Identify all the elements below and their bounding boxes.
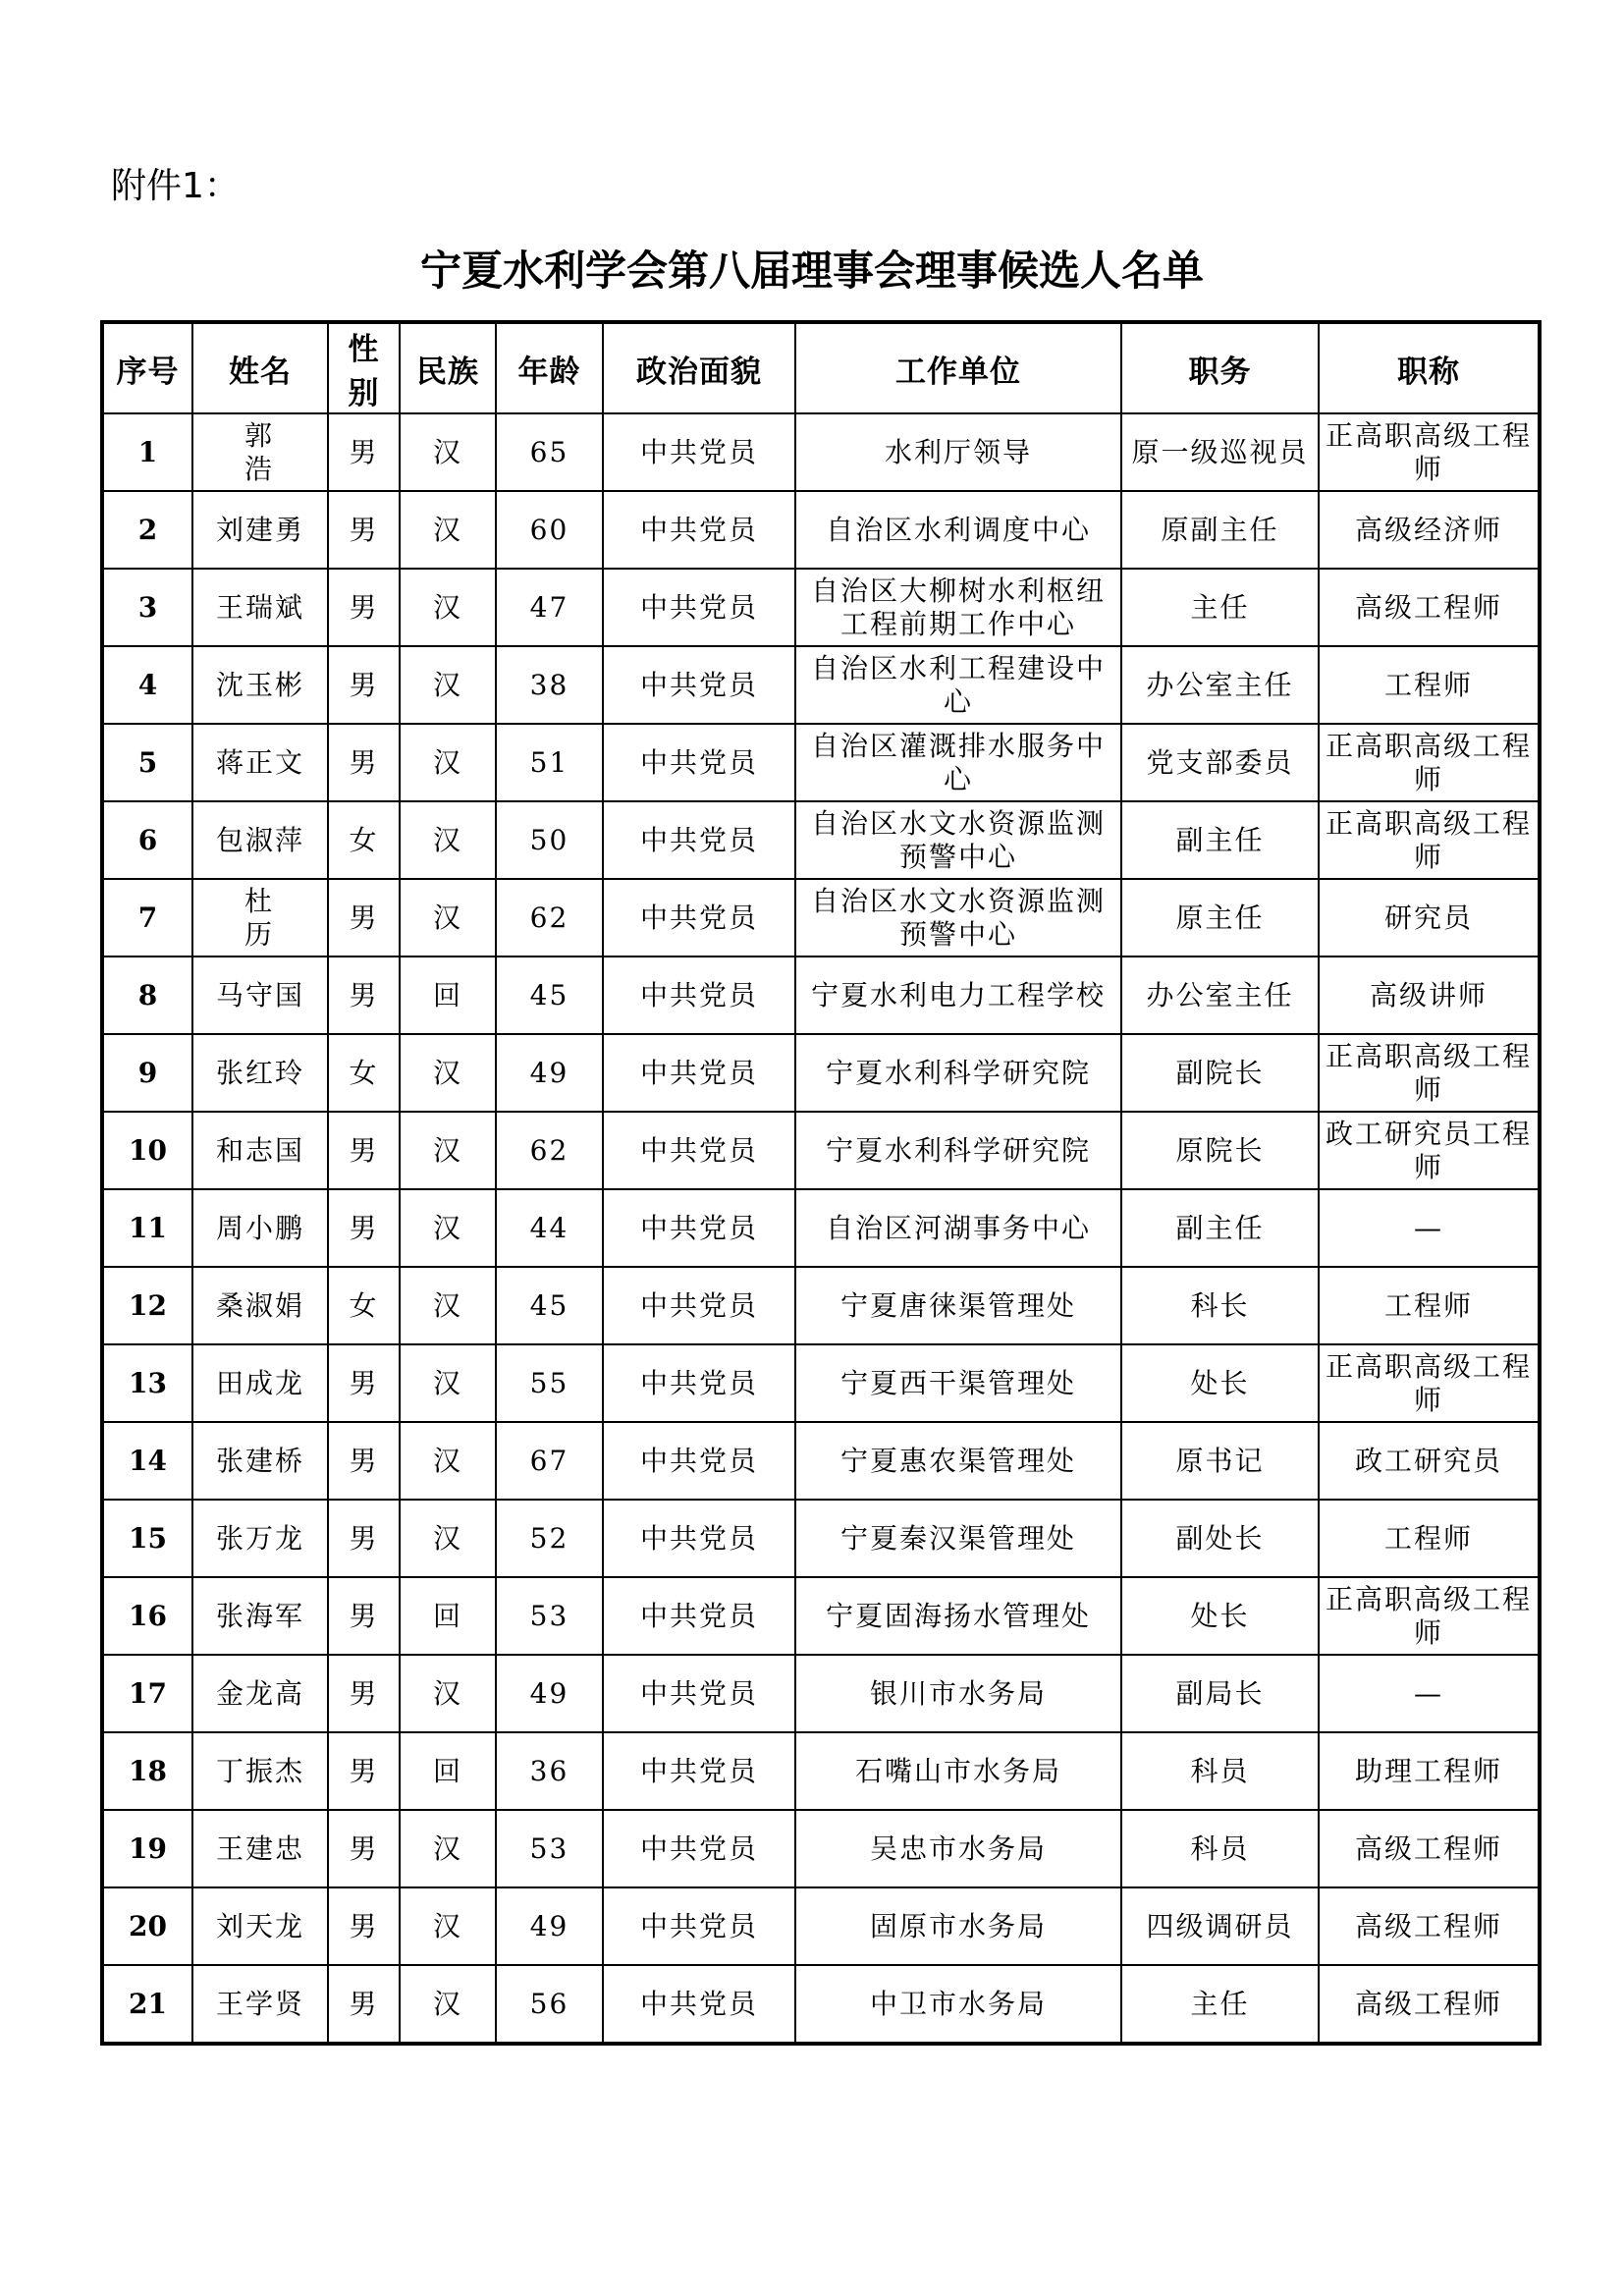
cell-gender: 男 bbox=[328, 1112, 400, 1189]
cell-title: 高级经济师 bbox=[1319, 491, 1540, 569]
cell-position: 办公室主任 bbox=[1121, 646, 1319, 724]
cell-position: 主任 bbox=[1121, 1965, 1319, 2044]
cell-age: 36 bbox=[496, 1732, 603, 1810]
cell-position: 办公室主任 bbox=[1121, 957, 1319, 1034]
header-cell-work-unit: 工作单位 bbox=[795, 322, 1121, 413]
cell-name: 杜历 bbox=[192, 879, 328, 957]
cell-ethnicity: 回 bbox=[400, 1732, 496, 1810]
cell-no: 4 bbox=[102, 646, 192, 724]
cell-work-unit: 宁夏惠农渠管理处 bbox=[795, 1422, 1121, 1500]
cell-age: 45 bbox=[496, 957, 603, 1034]
cell-no: 2 bbox=[102, 491, 192, 569]
cell-political-status: 中共党员 bbox=[603, 1577, 795, 1655]
cell-title: 正高职高级工程师 bbox=[1319, 1577, 1540, 1655]
cell-work-unit: 水利厅领导 bbox=[795, 413, 1121, 491]
cell-work-unit: 吴忠市水务局 bbox=[795, 1810, 1121, 1887]
cell-age: 60 bbox=[496, 491, 603, 569]
cell-work-unit: 宁夏唐徕渠管理处 bbox=[795, 1267, 1121, 1344]
cell-gender: 男 bbox=[328, 1189, 400, 1267]
cell-no: 21 bbox=[102, 1965, 192, 2044]
table-row bbox=[102, 1577, 1540, 1655]
table-row bbox=[102, 569, 1540, 646]
table-body bbox=[102, 413, 1540, 2044]
cell-name: 王建忠 bbox=[192, 1810, 328, 1887]
table-row bbox=[102, 1267, 1540, 1344]
cell-ethnicity: 汉 bbox=[400, 1810, 496, 1887]
cell-position: 副处长 bbox=[1121, 1500, 1319, 1577]
cell-title: 正高职高级工程师 bbox=[1319, 801, 1540, 879]
cell-gender: 女 bbox=[328, 1267, 400, 1344]
cell-gender: 男 bbox=[328, 1500, 400, 1577]
cell-ethnicity: 汉 bbox=[400, 1189, 496, 1267]
cell-title: — bbox=[1319, 1655, 1540, 1732]
cell-title: 正高职高级工程师 bbox=[1319, 413, 1540, 491]
cell-ethnicity: 汉 bbox=[400, 1655, 496, 1732]
cell-ethnicity: 汉 bbox=[400, 801, 496, 879]
cell-work-unit: 银川市水务局 bbox=[795, 1655, 1121, 1732]
cell-age: 49 bbox=[496, 1034, 603, 1112]
cell-position: 原一级巡视员 bbox=[1121, 413, 1319, 491]
cell-age: 44 bbox=[496, 1189, 603, 1267]
cell-name: 马守国 bbox=[192, 957, 328, 1034]
cell-gender: 男 bbox=[328, 569, 400, 646]
table-row bbox=[102, 491, 1540, 569]
cell-title: 正高职高级工程师 bbox=[1319, 724, 1540, 801]
cell-ethnicity: 汉 bbox=[400, 879, 496, 957]
cell-no: 19 bbox=[102, 1810, 192, 1887]
cell-age: 45 bbox=[496, 1267, 603, 1344]
cell-political-status: 中共党员 bbox=[603, 1655, 795, 1732]
cell-name: 蒋正文 bbox=[192, 724, 328, 801]
cell-position: 原副主任 bbox=[1121, 491, 1319, 569]
cell-position: 处长 bbox=[1121, 1577, 1319, 1655]
cell-title: 正高职高级工程师 bbox=[1319, 1344, 1540, 1422]
cell-no: 5 bbox=[102, 724, 192, 801]
cell-name: 丁振杰 bbox=[192, 1732, 328, 1810]
cell-ethnicity: 汉 bbox=[400, 491, 496, 569]
table-row bbox=[102, 1034, 1540, 1112]
table-row bbox=[102, 1422, 1540, 1500]
cell-no: 7 bbox=[102, 879, 192, 957]
cell-no: 9 bbox=[102, 1034, 192, 1112]
cell-no: 10 bbox=[102, 1112, 192, 1189]
cell-title: 政工研究员 bbox=[1319, 1422, 1540, 1500]
table-header bbox=[102, 322, 1540, 413]
table-row bbox=[102, 1344, 1540, 1422]
header-row bbox=[102, 322, 1540, 413]
cell-work-unit: 自治区河湖事务中心 bbox=[795, 1189, 1121, 1267]
cell-position: 主任 bbox=[1121, 569, 1319, 646]
cell-position: 副主任 bbox=[1121, 801, 1319, 879]
header-cell-no: 序号 bbox=[102, 322, 192, 413]
header-cell-gender: 性别 bbox=[328, 322, 400, 413]
table-row bbox=[102, 879, 1540, 957]
cell-work-unit: 自治区灌溉排水服务中心 bbox=[795, 724, 1121, 801]
cell-gender: 男 bbox=[328, 413, 400, 491]
table-row bbox=[102, 1112, 1540, 1189]
cell-work-unit: 宁夏水利科学研究院 bbox=[795, 1112, 1121, 1189]
header-cell-political-status: 政治面貌 bbox=[603, 322, 795, 413]
cell-age: 47 bbox=[496, 569, 603, 646]
cell-gender: 男 bbox=[328, 646, 400, 724]
header-cell-position: 职务 bbox=[1121, 322, 1319, 413]
cell-no: 12 bbox=[102, 1267, 192, 1344]
cell-no: 15 bbox=[102, 1500, 192, 1577]
cell-work-unit: 固原市水务局 bbox=[795, 1887, 1121, 1965]
cell-political-status: 中共党员 bbox=[603, 1344, 795, 1422]
cell-political-status: 中共党员 bbox=[603, 1422, 795, 1500]
cell-ethnicity: 汉 bbox=[400, 1500, 496, 1577]
cell-position: 副院长 bbox=[1121, 1034, 1319, 1112]
cell-gender: 男 bbox=[328, 957, 400, 1034]
cell-title: 研究员 bbox=[1319, 879, 1540, 957]
cell-political-status: 中共党员 bbox=[603, 957, 795, 1034]
cell-work-unit: 宁夏固海扬水管理处 bbox=[795, 1577, 1121, 1655]
cell-age: 62 bbox=[496, 1112, 603, 1189]
cell-political-status: 中共党员 bbox=[603, 879, 795, 957]
cell-no: 11 bbox=[102, 1189, 192, 1267]
cell-title: 政工研究员工程师 bbox=[1319, 1112, 1540, 1189]
attachment-label: 附件1： bbox=[111, 166, 240, 206]
cell-position: 处长 bbox=[1121, 1344, 1319, 1422]
cell-work-unit: 自治区水文水资源监测预警中心 bbox=[795, 801, 1121, 879]
cell-ethnicity: 汉 bbox=[400, 1034, 496, 1112]
cell-ethnicity: 汉 bbox=[400, 1887, 496, 1965]
document-title: 宁夏水利学会第八届理事会理事候选人名单 bbox=[419, 246, 1204, 295]
cell-political-status: 中共党员 bbox=[603, 1189, 795, 1267]
cell-political-status: 中共党员 bbox=[603, 1500, 795, 1577]
cell-title: 助理工程师 bbox=[1319, 1732, 1540, 1810]
table-row bbox=[102, 1810, 1540, 1887]
cell-work-unit: 宁夏水利科学研究院 bbox=[795, 1034, 1121, 1112]
cell-title: 高级工程师 bbox=[1319, 1965, 1540, 2044]
cell-ethnicity: 汉 bbox=[400, 1112, 496, 1189]
header-cell-name: 姓名 bbox=[192, 322, 328, 413]
cell-name: 周小鹏 bbox=[192, 1189, 328, 1267]
cell-no: 13 bbox=[102, 1344, 192, 1422]
cell-gender: 男 bbox=[328, 724, 400, 801]
cell-name: 张红玲 bbox=[192, 1034, 328, 1112]
table-row bbox=[102, 1965, 1540, 2044]
cell-gender: 男 bbox=[328, 1344, 400, 1422]
cell-position: 原主任 bbox=[1121, 879, 1319, 957]
cell-work-unit: 自治区大柳树水利枢纽工程前期工作中心 bbox=[795, 569, 1121, 646]
cell-name: 张建桥 bbox=[192, 1422, 328, 1500]
cell-political-status: 中共党员 bbox=[603, 1112, 795, 1189]
cell-no: 20 bbox=[102, 1887, 192, 1965]
cell-name: 刘建勇 bbox=[192, 491, 328, 569]
table-row bbox=[102, 957, 1540, 1034]
cell-no: 17 bbox=[102, 1655, 192, 1732]
cell-age: 50 bbox=[496, 801, 603, 879]
cell-political-status: 中共党员 bbox=[603, 801, 795, 879]
cell-political-status: 中共党员 bbox=[603, 1034, 795, 1112]
cell-name: 田成龙 bbox=[192, 1344, 328, 1422]
cell-title: 工程师 bbox=[1319, 646, 1540, 724]
cell-name: 桑淑娟 bbox=[192, 1267, 328, 1344]
cell-age: 56 bbox=[496, 1965, 603, 2044]
table-row bbox=[102, 1655, 1540, 1732]
cell-position: 四级调研员 bbox=[1121, 1887, 1319, 1965]
cell-position: 副局长 bbox=[1121, 1655, 1319, 1732]
cell-age: 52 bbox=[496, 1500, 603, 1577]
cell-name: 王瑞斌 bbox=[192, 569, 328, 646]
cell-position: 原院长 bbox=[1121, 1112, 1319, 1189]
cell-name: 金龙高 bbox=[192, 1655, 328, 1732]
cell-age: 65 bbox=[496, 413, 603, 491]
cell-name: 包淑萍 bbox=[192, 801, 328, 879]
cell-name: 沈玉彬 bbox=[192, 646, 328, 724]
cell-work-unit: 中卫市水务局 bbox=[795, 1965, 1121, 2044]
cell-age: 51 bbox=[496, 724, 603, 801]
cell-name: 王学贤 bbox=[192, 1965, 328, 2044]
cell-ethnicity: 汉 bbox=[400, 646, 496, 724]
cell-political-status: 中共党员 bbox=[603, 724, 795, 801]
cell-political-status: 中共党员 bbox=[603, 1810, 795, 1887]
cell-gender: 男 bbox=[328, 1577, 400, 1655]
cell-no: 6 bbox=[102, 801, 192, 879]
cell-age: 55 bbox=[496, 1344, 603, 1422]
cell-ethnicity: 汉 bbox=[400, 569, 496, 646]
cell-gender: 男 bbox=[328, 491, 400, 569]
cell-title: 正高职高级工程师 bbox=[1319, 1034, 1540, 1112]
cell-ethnicity: 回 bbox=[400, 957, 496, 1034]
cell-political-status: 中共党员 bbox=[603, 1732, 795, 1810]
cell-title: 高级工程师 bbox=[1319, 569, 1540, 646]
cell-gender: 男 bbox=[328, 1965, 400, 2044]
cell-work-unit: 宁夏西干渠管理处 bbox=[795, 1344, 1121, 1422]
cell-ethnicity: 汉 bbox=[400, 1422, 496, 1500]
cell-age: 49 bbox=[496, 1887, 603, 1965]
cell-title: 高级工程师 bbox=[1319, 1887, 1540, 1965]
cell-name: 张海军 bbox=[192, 1577, 328, 1655]
cell-ethnicity: 汉 bbox=[400, 1965, 496, 2044]
cell-work-unit: 自治区水利工程建设中心 bbox=[795, 646, 1121, 724]
cell-political-status: 中共党员 bbox=[603, 1267, 795, 1344]
cell-no: 18 bbox=[102, 1732, 192, 1810]
cell-ethnicity: 汉 bbox=[400, 1267, 496, 1344]
candidate-table bbox=[100, 320, 1542, 2046]
cell-position: 科员 bbox=[1121, 1732, 1319, 1810]
cell-name: 张万龙 bbox=[192, 1500, 328, 1577]
cell-name: 和志国 bbox=[192, 1112, 328, 1189]
cell-no: 14 bbox=[102, 1422, 192, 1500]
cell-political-status: 中共党员 bbox=[603, 1887, 795, 1965]
cell-position: 科长 bbox=[1121, 1267, 1319, 1344]
cell-no: 8 bbox=[102, 957, 192, 1034]
table-row bbox=[102, 1732, 1540, 1810]
table-row bbox=[102, 1500, 1540, 1577]
cell-political-status: 中共党员 bbox=[603, 1965, 795, 2044]
cell-gender: 男 bbox=[328, 879, 400, 957]
cell-gender: 女 bbox=[328, 1034, 400, 1112]
cell-name: 刘天龙 bbox=[192, 1887, 328, 1965]
cell-work-unit: 石嘴山市水务局 bbox=[795, 1732, 1121, 1810]
cell-ethnicity: 汉 bbox=[400, 1344, 496, 1422]
table-row bbox=[102, 1887, 1540, 1965]
cell-political-status: 中共党员 bbox=[603, 569, 795, 646]
cell-no: 3 bbox=[102, 569, 192, 646]
cell-position: 原书记 bbox=[1121, 1422, 1319, 1500]
cell-ethnicity: 汉 bbox=[400, 724, 496, 801]
header-cell-ethnicity: 民族 bbox=[400, 322, 496, 413]
table-row bbox=[102, 801, 1540, 879]
cell-gender: 男 bbox=[328, 1810, 400, 1887]
cell-no: 16 bbox=[102, 1577, 192, 1655]
cell-age: 62 bbox=[496, 879, 603, 957]
cell-work-unit: 宁夏水利电力工程学校 bbox=[795, 957, 1121, 1034]
cell-ethnicity: 回 bbox=[400, 1577, 496, 1655]
cell-position: 科员 bbox=[1121, 1810, 1319, 1887]
header-cell-age: 年龄 bbox=[496, 322, 603, 413]
cell-title: — bbox=[1319, 1189, 1540, 1267]
cell-position: 副主任 bbox=[1121, 1189, 1319, 1267]
cell-no: 1 bbox=[102, 413, 192, 491]
cell-political-status: 中共党员 bbox=[603, 646, 795, 724]
cell-age: 67 bbox=[496, 1422, 603, 1500]
cell-work-unit: 宁夏秦汉渠管理处 bbox=[795, 1500, 1121, 1577]
header-cell-title: 职称 bbox=[1319, 322, 1540, 413]
cell-age: 53 bbox=[496, 1810, 603, 1887]
cell-gender: 男 bbox=[328, 1887, 400, 1965]
cell-position: 党支部委员 bbox=[1121, 724, 1319, 801]
cell-title: 高级讲师 bbox=[1319, 957, 1540, 1034]
cell-title: 工程师 bbox=[1319, 1500, 1540, 1577]
cell-age: 38 bbox=[496, 646, 603, 724]
table-row bbox=[102, 724, 1540, 801]
table-row bbox=[102, 1189, 1540, 1267]
cell-gender: 男 bbox=[328, 1422, 400, 1500]
cell-gender: 男 bbox=[328, 1732, 400, 1810]
table-row bbox=[102, 646, 1540, 724]
cell-work-unit: 自治区水文水资源监测预警中心 bbox=[795, 879, 1121, 957]
cell-political-status: 中共党员 bbox=[603, 491, 795, 569]
table-row bbox=[102, 413, 1540, 491]
cell-work-unit: 自治区水利调度中心 bbox=[795, 491, 1121, 569]
cell-ethnicity: 汉 bbox=[400, 413, 496, 491]
cell-age: 53 bbox=[496, 1577, 603, 1655]
cell-age: 49 bbox=[496, 1655, 603, 1732]
cell-political-status: 中共党员 bbox=[603, 413, 795, 491]
cell-gender: 女 bbox=[328, 801, 400, 879]
cell-title: 高级工程师 bbox=[1319, 1810, 1540, 1887]
cell-gender: 男 bbox=[328, 1655, 400, 1732]
cell-title: 工程师 bbox=[1319, 1267, 1540, 1344]
cell-name: 郭浩 bbox=[192, 413, 328, 491]
